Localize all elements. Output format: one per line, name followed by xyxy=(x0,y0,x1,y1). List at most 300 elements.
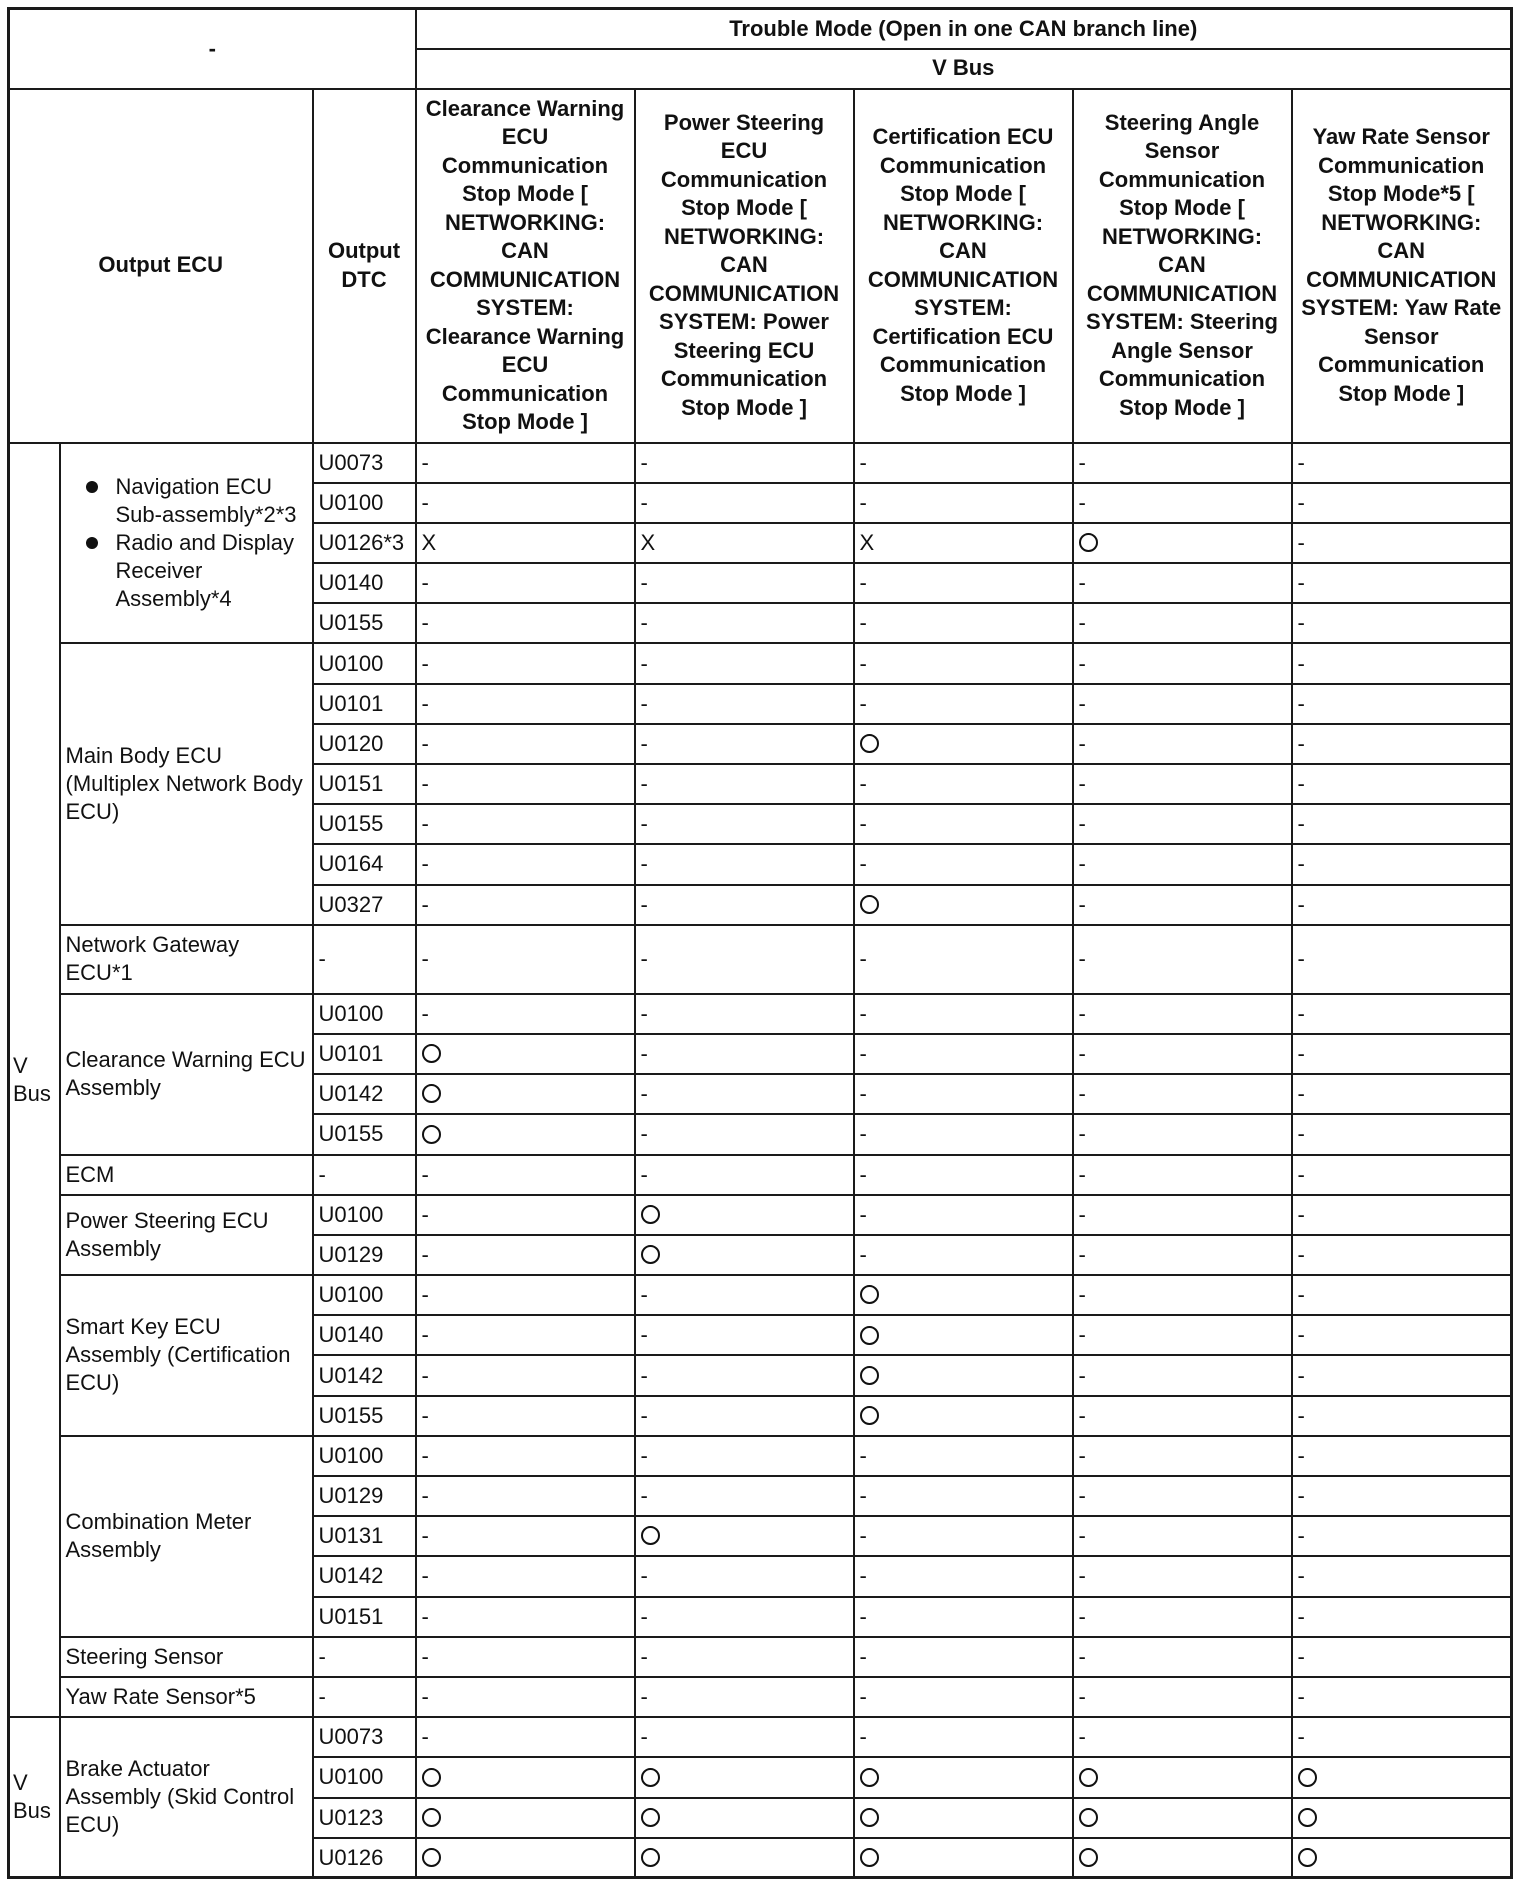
dash-mark: - xyxy=(640,610,648,636)
dash-mark: - xyxy=(859,1523,867,1549)
dash-mark: - xyxy=(1078,730,1086,756)
ecu-name-cell: Steering Sensor xyxy=(60,1637,313,1677)
dtc-cell: U0073 xyxy=(313,443,416,483)
mark-cell-dash xyxy=(854,994,1073,1034)
ecu-name-cell: Network Gateway ECU*1 xyxy=(60,925,313,994)
mark-cell-dash xyxy=(416,994,635,1034)
circle-mark-icon xyxy=(641,1205,660,1224)
mark-cell-circle xyxy=(854,1757,1073,1797)
dash-mark: - xyxy=(421,1442,429,1468)
dash-mark: - xyxy=(640,1442,648,1468)
mark-cell-dash xyxy=(416,1637,635,1677)
dtc-cell: U0142 xyxy=(313,1556,416,1596)
dash-mark: - xyxy=(640,489,648,515)
mark-cell-dash xyxy=(1073,804,1292,844)
mark-cell-dash xyxy=(854,1717,1073,1757)
circle-mark-icon xyxy=(641,1768,660,1787)
circle-mark-icon xyxy=(860,1848,879,1867)
mark-cell-dash xyxy=(416,1677,635,1717)
ecu-name-cell: ECM xyxy=(60,1155,313,1195)
mark-cell-circle xyxy=(635,1757,854,1797)
mark-cell-circle xyxy=(854,1396,1073,1436)
mark-cell-dash xyxy=(1073,885,1292,925)
mark-cell-dash xyxy=(416,764,635,804)
dash-mark: - xyxy=(1297,1282,1305,1308)
mark-cell-dash xyxy=(635,1355,854,1395)
dash-mark: - xyxy=(859,1161,867,1187)
ecu-name-cell: Main Body ECU (Multiplex Network Body ECU) xyxy=(60,643,313,924)
dash-mark: - xyxy=(640,891,648,917)
dash-mark: - xyxy=(859,1442,867,1468)
dtc-cell: U0100 xyxy=(313,1436,416,1476)
mark-cell-dash xyxy=(854,643,1073,683)
mark-cell-dash xyxy=(1073,1275,1292,1315)
dash-mark: - xyxy=(1297,946,1305,972)
table-row xyxy=(9,994,1512,1034)
dash-mark: - xyxy=(1297,1483,1305,1509)
mark-cell-circle xyxy=(854,1838,1073,1878)
circle-mark-icon xyxy=(1079,533,1098,552)
mark-cell-dash xyxy=(854,1516,1073,1556)
mark-cell-dash xyxy=(1292,1597,1512,1637)
dash-mark: - xyxy=(640,1684,648,1710)
mark-cell-dash xyxy=(1292,1556,1512,1596)
dash-mark: - xyxy=(859,1724,867,1750)
dash-mark: - xyxy=(1297,851,1305,877)
dash-mark: - xyxy=(1078,1442,1086,1468)
mark-cell-dash xyxy=(635,1637,854,1677)
mark-cell-dash xyxy=(1292,764,1512,804)
dtc-cell: U0142 xyxy=(313,1074,416,1114)
dash-mark: - xyxy=(421,946,429,972)
dash-mark: - xyxy=(859,489,867,515)
mark-cell-dash xyxy=(416,1396,635,1436)
dash-mark: - xyxy=(1297,650,1305,676)
mark-cell-circle xyxy=(854,1798,1073,1838)
dash-mark: - xyxy=(421,811,429,837)
mark-cell-dash xyxy=(416,643,635,683)
dash-mark: - xyxy=(640,1000,648,1026)
mark-cell-dash xyxy=(416,1315,635,1355)
mark-cell-dash xyxy=(854,844,1073,884)
dash-mark: - xyxy=(1297,1121,1305,1147)
dash-mark: - xyxy=(1297,690,1305,716)
ecu-list xyxy=(66,473,307,613)
mark-cell-dash xyxy=(635,603,854,643)
mark-cell-dash xyxy=(1292,443,1512,483)
dtc-cell: U0151 xyxy=(313,764,416,804)
mark-cell-circle xyxy=(635,1235,854,1275)
mode-header-yaw-rate: Yaw Rate Sensor Communication Stop Mode*5 [ NETWORKING: CAN COMMUNICATION SYSTEM: Yaw Rate Sensor Communication Stop Mode ] xyxy=(1292,89,1512,443)
mark-cell-dash xyxy=(635,994,854,1034)
mark-cell-dash xyxy=(416,1516,635,1556)
output-dtc-header: Output DTC xyxy=(313,89,416,443)
mark-cell-dash xyxy=(635,1074,854,1114)
mark-cell-circle xyxy=(854,1275,1073,1315)
dash-mark: - xyxy=(1297,1362,1305,1388)
mark-cell-dash xyxy=(635,1556,854,1596)
dash-mark: - xyxy=(1078,570,1086,596)
dash-mark: - xyxy=(1297,1724,1305,1750)
mark-cell-dash xyxy=(1292,643,1512,683)
mark-cell-circle xyxy=(1073,1798,1292,1838)
dash-mark: - xyxy=(640,1161,648,1187)
circle-mark-icon xyxy=(1079,1848,1098,1867)
dtc-cell: U0101 xyxy=(313,684,416,724)
corner-cell: - xyxy=(9,9,416,89)
mark-cell-dash xyxy=(1292,1315,1512,1355)
dtc-cell: U0100 xyxy=(313,643,416,683)
dash-mark: - xyxy=(1078,1684,1086,1710)
dash-mark: - xyxy=(1297,1322,1305,1348)
dash-mark: - xyxy=(859,1241,867,1267)
mark-cell-dash xyxy=(1073,1114,1292,1154)
mark-cell-dash xyxy=(635,764,854,804)
mark-cell-dash xyxy=(416,724,635,764)
dash-mark: - xyxy=(1297,1081,1305,1107)
mark-cell-dash xyxy=(854,1597,1073,1637)
mark-cell-dash xyxy=(1292,603,1512,643)
mark-cell-dash xyxy=(416,804,635,844)
dash-mark: - xyxy=(640,1282,648,1308)
dash-mark: - xyxy=(859,570,867,596)
mark-cell-dash xyxy=(635,483,854,523)
mark-cell-dash xyxy=(1292,885,1512,925)
table-row xyxy=(9,1155,1512,1195)
dash-mark: - xyxy=(859,1041,867,1067)
mark-cell-dash xyxy=(416,443,635,483)
ecu-name-cell: Brake Actuator Assembly (Skid Control ECU) xyxy=(60,1717,313,1878)
circle-mark-icon xyxy=(860,734,879,753)
mode-header-clearance: Clearance Warning ECU Communication Stop Mode [ NETWORKING: CAN COMMUNICATION SYSTEM: Clearance Warning ECU Communication Stop Mode ] xyxy=(416,89,635,443)
dash-mark: - xyxy=(859,449,867,475)
mark-cell-dash xyxy=(416,1195,635,1235)
mark-cell-circle xyxy=(416,1798,635,1838)
dash-mark: - xyxy=(859,1563,867,1589)
dash-mark: - xyxy=(640,1322,648,1348)
x-mark: X xyxy=(859,529,875,555)
mark-cell-circle xyxy=(1073,523,1292,563)
mark-cell-circle xyxy=(416,1034,635,1074)
mark-cell-circle xyxy=(416,1114,635,1154)
dash-mark: - xyxy=(421,1241,429,1267)
dash-mark: - xyxy=(421,489,429,515)
dash-mark: - xyxy=(859,1081,867,1107)
mark-cell-dash xyxy=(635,643,854,683)
dash-mark: - xyxy=(1078,650,1086,676)
dtc-cell: U0140 xyxy=(313,563,416,603)
mark-cell-dash xyxy=(416,1476,635,1516)
dash-mark: - xyxy=(421,610,429,636)
dash-mark: - xyxy=(1297,1684,1305,1710)
circle-mark-icon xyxy=(641,1848,660,1867)
dash-mark: - xyxy=(421,1724,429,1750)
mark-cell-dash xyxy=(854,1074,1073,1114)
mark-cell-dash xyxy=(1292,1195,1512,1235)
mark-cell-dash xyxy=(1292,1155,1512,1195)
mark-cell-dash xyxy=(1073,994,1292,1034)
dtc-cell: U0155 xyxy=(313,1396,416,1436)
mark-cell-circle xyxy=(854,724,1073,764)
dash-mark: - xyxy=(1297,1161,1305,1187)
mark-cell-dash xyxy=(635,563,854,603)
dash-mark: - xyxy=(640,946,648,972)
dash-mark: - xyxy=(1078,1201,1086,1227)
mark-cell-dash xyxy=(1292,1637,1512,1677)
dash-mark: - xyxy=(859,771,867,797)
dash-mark: - xyxy=(640,570,648,596)
dash-mark: - xyxy=(640,730,648,756)
circle-mark-icon xyxy=(641,1245,660,1264)
dtc-cell: U0155 xyxy=(313,1114,416,1154)
dash-mark: - xyxy=(640,851,648,877)
mark-cell-circle xyxy=(854,885,1073,925)
dash-mark: - xyxy=(1078,1362,1086,1388)
ecu-list-item xyxy=(116,473,307,529)
dash-mark: - xyxy=(421,570,429,596)
dash-mark: - xyxy=(1297,1041,1305,1067)
dash-mark: - xyxy=(1078,771,1086,797)
mark-cell-dash xyxy=(635,1396,854,1436)
mark-cell-dash xyxy=(854,804,1073,844)
mark-cell-dash xyxy=(854,1556,1073,1596)
circle-mark-icon xyxy=(860,1285,879,1304)
mark-cell-circle xyxy=(1292,1838,1512,1878)
mark-cell-dash xyxy=(1073,1597,1292,1637)
mark-cell-dash xyxy=(1073,684,1292,724)
dash-mark: - xyxy=(1078,1161,1086,1187)
mark-cell-dash xyxy=(635,1034,854,1074)
dash-mark: - xyxy=(1078,610,1086,636)
dtc-cell: U0164 xyxy=(313,844,416,884)
mark-cell-dash xyxy=(1292,804,1512,844)
dash-mark: - xyxy=(421,1282,429,1308)
mark-cell-dash xyxy=(635,443,854,483)
mark-cell-dash xyxy=(635,1114,854,1154)
dash-mark: - xyxy=(421,1362,429,1388)
dash-mark: - xyxy=(1078,1241,1086,1267)
mark-cell-dash xyxy=(1073,1355,1292,1395)
mark-cell-dash xyxy=(416,1717,635,1757)
dash-mark: - xyxy=(640,1643,648,1669)
dash-mark: - xyxy=(1078,891,1086,917)
dash-mark: - xyxy=(1078,449,1086,475)
dash-mark: - xyxy=(859,610,867,636)
mark-cell-dash xyxy=(416,563,635,603)
circle-mark-icon xyxy=(1298,1768,1317,1787)
table-row xyxy=(9,1436,1512,1476)
mark-cell-dash xyxy=(1073,1235,1292,1275)
mark-cell-dash xyxy=(635,1476,854,1516)
dtc-cell: U0100 xyxy=(313,1757,416,1797)
table-row xyxy=(9,925,1512,994)
mark-cell-dash xyxy=(1073,1034,1292,1074)
dash-mark: - xyxy=(421,1201,429,1227)
dash-mark: - xyxy=(859,1684,867,1710)
mark-cell-dash xyxy=(1292,1114,1512,1154)
circle-mark-icon xyxy=(860,1808,879,1827)
mark-cell-dash xyxy=(1073,1717,1292,1757)
circle-mark-icon xyxy=(1079,1808,1098,1827)
mark-cell-dash xyxy=(1073,1556,1292,1596)
ecu-name-cell: Clearance Warning ECU Assembly xyxy=(60,994,313,1155)
mark-cell-dash xyxy=(1073,563,1292,603)
ecu-list-item xyxy=(116,529,307,613)
mark-cell-dash xyxy=(1073,603,1292,643)
mark-cell-dash xyxy=(416,844,635,884)
bus-label: V Bus xyxy=(9,1717,60,1878)
mark-cell-dash xyxy=(1292,1436,1512,1476)
dash-mark: - xyxy=(1297,1201,1305,1227)
table-row xyxy=(9,1275,1512,1315)
mark-cell-dash xyxy=(1073,1637,1292,1677)
dash-mark: - xyxy=(421,771,429,797)
ecu-name-cell: Yaw Rate Sensor*5 xyxy=(60,1677,313,1717)
mark-cell-dash xyxy=(1292,1275,1512,1315)
mark-cell-dash xyxy=(1292,994,1512,1034)
table-row xyxy=(9,1677,1512,1717)
mark-cell-dash xyxy=(1073,1315,1292,1355)
dash-mark: - xyxy=(1297,570,1305,596)
x-mark: X xyxy=(421,529,437,555)
dash-mark: - xyxy=(859,1121,867,1147)
mark-cell-dash xyxy=(1073,764,1292,804)
dtc-cell: U0100 xyxy=(313,483,416,523)
circle-mark-icon xyxy=(422,1125,441,1144)
mark-cell-circle xyxy=(1292,1798,1512,1838)
mark-cell-dash xyxy=(416,885,635,925)
mark-cell-dash xyxy=(1292,1677,1512,1717)
mark-cell-dash xyxy=(1073,1155,1292,1195)
mark-cell-dash xyxy=(416,925,635,994)
dash-mark: - xyxy=(859,1643,867,1669)
mark-cell-dash xyxy=(1073,443,1292,483)
dash-mark: - xyxy=(421,1684,429,1710)
mark-cell-dash xyxy=(854,684,1073,724)
mark-cell-dash xyxy=(1073,1396,1292,1436)
dash-mark: - xyxy=(1297,811,1305,837)
circle-mark-icon xyxy=(641,1808,660,1827)
dash-mark: - xyxy=(421,1161,429,1187)
mark-cell-dash xyxy=(1292,1476,1512,1516)
dash-mark: - xyxy=(1297,1523,1305,1549)
dash-mark: - xyxy=(859,1201,867,1227)
dash-mark: - xyxy=(1078,1282,1086,1308)
circle-mark-icon xyxy=(422,1768,441,1787)
x-mark: X xyxy=(640,529,656,555)
dash-mark: - xyxy=(859,1000,867,1026)
mark-cell-dash xyxy=(416,1275,635,1315)
dtc-cell: U0100 xyxy=(313,1275,416,1315)
mark-cell-dash xyxy=(416,483,635,523)
mark-cell-dash xyxy=(1292,1516,1512,1556)
dtc-cell: U0327 xyxy=(313,885,416,925)
dash-mark: - xyxy=(421,1643,429,1669)
mark-cell-dash xyxy=(1292,844,1512,884)
dtc-cell: U0100 xyxy=(313,1195,416,1235)
dtc-cell: - xyxy=(313,925,416,994)
dash-mark: - xyxy=(1297,449,1305,475)
dtc-cell: U0120 xyxy=(313,724,416,764)
dtc-cell: U0123 xyxy=(313,1798,416,1838)
dash-mark: - xyxy=(640,1362,648,1388)
dash-mark: - xyxy=(1297,1643,1305,1669)
table-row xyxy=(9,1717,1512,1757)
mark-cell-dash xyxy=(1073,1074,1292,1114)
bullet-icon xyxy=(86,481,98,493)
dash-mark: - xyxy=(1078,851,1086,877)
dash-mark: - xyxy=(1078,946,1086,972)
dash-mark: - xyxy=(421,1000,429,1026)
mark-cell-circle xyxy=(416,1757,635,1797)
dash-mark: - xyxy=(421,851,429,877)
mark-cell-dash xyxy=(854,1476,1073,1516)
dash-mark: - xyxy=(1297,1241,1305,1267)
mark-cell-dash xyxy=(635,1677,854,1717)
dash-mark: - xyxy=(640,1121,648,1147)
dash-mark: - xyxy=(640,771,648,797)
mark-cell-dash xyxy=(635,684,854,724)
dash-mark: - xyxy=(1297,1603,1305,1629)
mark-cell-dash xyxy=(416,1355,635,1395)
dtc-cell: U0126 xyxy=(313,1838,416,1878)
mark-cell-dash xyxy=(1292,1355,1512,1395)
mark-cell-dash xyxy=(1292,523,1512,563)
dash-mark: - xyxy=(421,1483,429,1509)
dash-mark: - xyxy=(421,1322,429,1348)
mark-cell-circle xyxy=(854,1355,1073,1395)
circle-mark-icon xyxy=(1079,1768,1098,1787)
mark-cell-circle xyxy=(1073,1757,1292,1797)
dash-mark: - xyxy=(1078,811,1086,837)
mark-cell-dash xyxy=(635,1717,854,1757)
mark-cell-dash xyxy=(416,684,635,724)
dash-mark: - xyxy=(1078,1724,1086,1750)
dtc-table xyxy=(7,7,1513,1879)
mark-cell-dash xyxy=(1292,1717,1512,1757)
mark-cell-circle xyxy=(635,1516,854,1556)
dtc-cell: - xyxy=(313,1637,416,1677)
mark-cell-dash xyxy=(416,1597,635,1637)
dash-mark: - xyxy=(640,1603,648,1629)
dash-mark: - xyxy=(1078,690,1086,716)
dash-mark: - xyxy=(1078,1563,1086,1589)
table-row xyxy=(9,1195,1512,1235)
dtc-cell: U0073 xyxy=(313,1717,416,1757)
mark-cell-dash xyxy=(635,1597,854,1637)
dash-mark: - xyxy=(1297,529,1305,555)
mark-cell-dash xyxy=(854,1677,1073,1717)
ecu-name-cell xyxy=(60,443,313,644)
dash-mark: - xyxy=(1297,771,1305,797)
circle-mark-icon xyxy=(860,1366,879,1385)
mark-cell-dash xyxy=(1292,563,1512,603)
output-ecu-header: Output ECU xyxy=(9,89,313,443)
mark-cell-dash xyxy=(854,1436,1073,1476)
circle-mark-icon xyxy=(422,1044,441,1063)
dash-mark: - xyxy=(1078,1322,1086,1348)
bullet-icon xyxy=(86,537,98,549)
mark-cell-dash xyxy=(1073,724,1292,764)
dtc-cell: U0151 xyxy=(313,1597,416,1637)
mark-cell-circle xyxy=(635,1798,854,1838)
dash-mark: - xyxy=(1078,1523,1086,1549)
dash-mark: - xyxy=(640,1563,648,1589)
mark-cell-circle xyxy=(1073,1838,1292,1878)
dash-mark: - xyxy=(1297,1402,1305,1428)
mark-cell-dash xyxy=(635,885,854,925)
dtc-cell: - xyxy=(313,1677,416,1717)
